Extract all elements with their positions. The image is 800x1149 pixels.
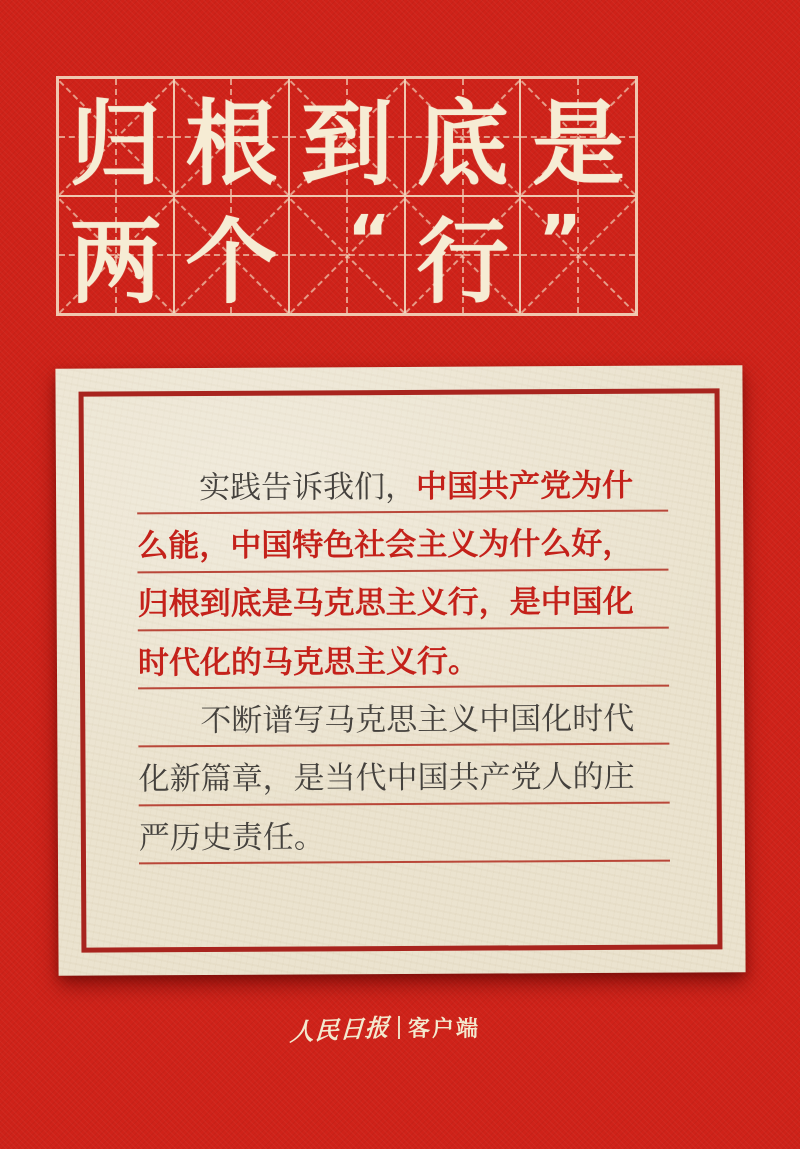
- title-character: 归: [69, 91, 162, 198]
- text-line: [138, 628, 669, 689]
- text-segment: 实践告诉我们，: [198, 468, 417, 506]
- title-character: 行: [416, 209, 509, 316]
- title-character: “: [347, 201, 391, 278]
- text-line: [137, 570, 668, 631]
- paper-card: [55, 365, 745, 976]
- grid-cell: [58, 78, 174, 196]
- peoples-daily-wordmark: 人民日报: [289, 1012, 391, 1047]
- text-segment: 么能，中国特色社会主义为什么好，: [137, 525, 634, 565]
- grid-cell: [174, 196, 290, 314]
- text-segment: 时代化的马克思主义行。: [137, 643, 480, 681]
- title-character: ”: [538, 201, 582, 278]
- text-segment: 化新篇章，是当代中国共产党人的庄: [138, 758, 635, 798]
- grid-cell: [289, 196, 405, 314]
- title-calligraphy-grid: [56, 76, 638, 316]
- text-line: [139, 803, 670, 864]
- card-text-block: [137, 454, 670, 865]
- grid-cell: [520, 78, 636, 196]
- title-character: 个: [185, 209, 278, 316]
- text-line: [138, 745, 669, 806]
- title-character: 两: [69, 209, 162, 316]
- title-character: 根: [185, 91, 278, 198]
- client-label: 客户端: [407, 1016, 480, 1042]
- grid-cell: [174, 78, 290, 196]
- grid-cell: [289, 78, 405, 196]
- text-segment: 中国共产党为什: [415, 467, 634, 505]
- text-segment: 归根到底是马克思主义行，是中国化: [137, 584, 634, 623]
- text-line: [137, 454, 668, 515]
- text-line: [138, 687, 669, 748]
- grid-cell: [58, 196, 174, 314]
- title-character: 是: [532, 91, 625, 198]
- title-character: 底: [416, 91, 509, 198]
- footer-logo: [0, 1010, 800, 1047]
- grid-cell: [520, 196, 636, 314]
- text-line: [137, 512, 668, 573]
- text-segment: 严历史责任。: [138, 818, 325, 856]
- title-character: 到: [300, 91, 393, 198]
- text-segment: 不断谱写马克思主义中国化时代: [200, 700, 635, 739]
- logo-divider-bar: [398, 1016, 400, 1039]
- grid-cell: [405, 78, 521, 196]
